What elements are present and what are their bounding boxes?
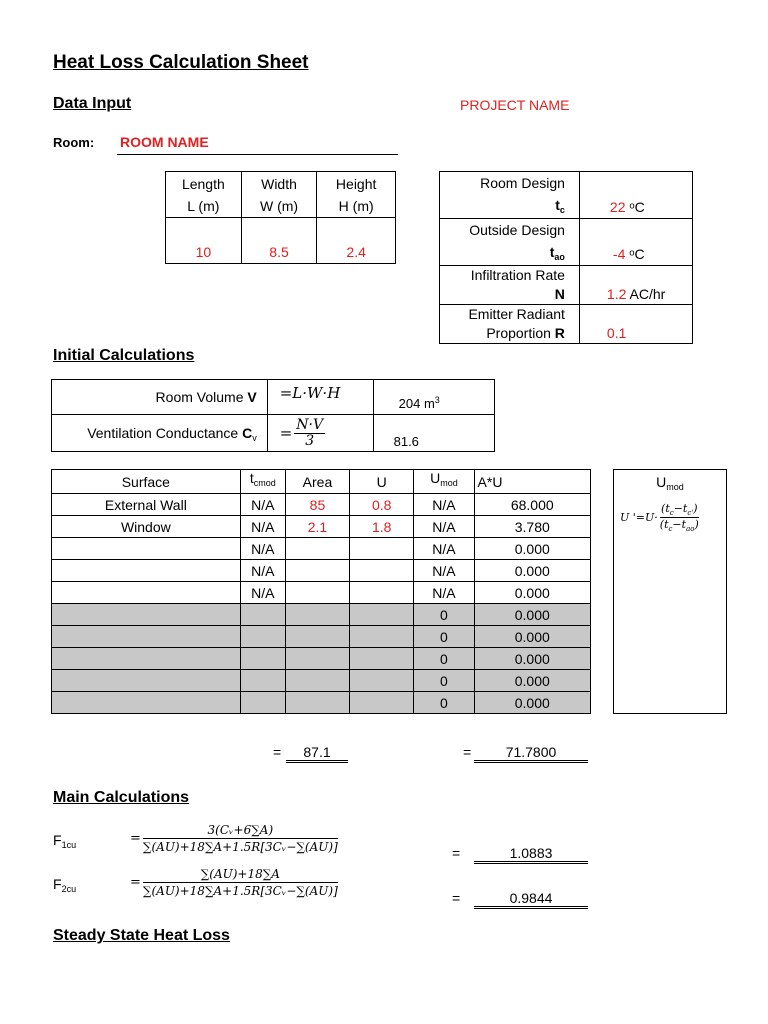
umod-cell: N/A (414, 560, 474, 582)
project-name[interactable]: PROJECT NAME (460, 97, 570, 113)
vent-conductance-label: Ventilation Conductance $C_v$ (52, 415, 268, 452)
au-cell: 0.000 (474, 670, 590, 692)
u-cell[interactable] (350, 582, 414, 604)
au-cell: 0.000 (474, 692, 590, 714)
umod-cell: 0 (414, 604, 474, 626)
surface-cell[interactable] (52, 648, 241, 670)
tcmod-cell: N/A (240, 538, 285, 560)
surface-cell[interactable] (52, 604, 241, 626)
tcmod-cell (240, 648, 285, 670)
sum-au-equals: = (463, 744, 472, 760)
surfaces-table (51, 469, 591, 714)
data-input-heading: Data Input (53, 95, 132, 112)
volume-value-cell: 204 $m^3$ (373, 380, 494, 415)
area-cell[interactable] (285, 582, 349, 604)
tcmod-cell: N/A (240, 582, 285, 604)
outside-design-value[interactable]: -4 (612, 246, 626, 262)
vent-formula: = $\frac{N\cdot V}{3}$ (267, 415, 373, 452)
room-design-cell (579, 172, 692, 219)
steady-state-heading: Steady State Heat Loss (53, 927, 230, 944)
f1cu-formula: = $\frac{\text{3(Cᵥ+6∑A)}}{\text{∑(AU)+18∑A+1.5R[3Cᵥ−∑(AU)]}}$ (130, 823, 338, 854)
table-row (52, 648, 591, 670)
area-cell[interactable]: 2.1 (285, 516, 349, 538)
au-cell: 0.000 (474, 538, 590, 560)
page-title: Heat Loss Calculation Sheet (53, 52, 309, 73)
outside-design-cell (579, 219, 692, 266)
u-cell[interactable] (350, 670, 414, 692)
table-row (52, 692, 591, 714)
au-cell: 0.000 (474, 604, 590, 626)
emitter-value[interactable]: 0.1 (606, 325, 627, 341)
u-cell[interactable] (350, 560, 414, 582)
umod-cell: N/A (414, 582, 474, 604)
surface-cell[interactable] (52, 582, 241, 604)
umod-header: $U_{mod}$ (414, 470, 474, 494)
surface-cell[interactable]: Window (52, 516, 241, 538)
tcmod-cell: N/A (240, 516, 285, 538)
width-value[interactable]: 8.5 (241, 218, 317, 264)
sum-area-value: 87.1 (286, 744, 348, 763)
au-cell: 0.000 (474, 582, 590, 604)
f2cu-label: $F_{2cu}$ (53, 876, 77, 894)
u-header: U (350, 470, 414, 494)
area-cell[interactable] (285, 604, 349, 626)
design-table (439, 171, 693, 344)
area-cell[interactable] (285, 538, 349, 560)
table-row (52, 494, 591, 516)
surface-cell[interactable] (52, 692, 241, 714)
f1cu-equals: = (452, 845, 461, 861)
width-header: Width W (m) (241, 172, 317, 218)
area-cell[interactable] (285, 626, 349, 648)
f1cu-label: $F_{1cu}$ (53, 832, 77, 850)
table-row (52, 670, 591, 692)
u-cell[interactable] (350, 692, 414, 714)
emitter-label: Emitter Radiant Proportion R (440, 305, 580, 344)
surface-cell[interactable]: External Wall (52, 494, 241, 516)
u-cell[interactable] (350, 538, 414, 560)
height-header: Height H (m) (317, 172, 396, 218)
main-calc-heading: Main Calculations (53, 789, 190, 806)
length-value[interactable]: 10 (166, 218, 242, 264)
area-header: Area (285, 470, 349, 494)
area-cell[interactable]: 85 (285, 494, 349, 516)
room-name-field[interactable]: ROOM NAME (117, 134, 398, 155)
umod-formula: U '=U· $(t_c-t_{c'})$ $(t_c-t_{ao})$ (620, 502, 699, 533)
tcmod-header: $t_{cmod}$ (240, 470, 285, 494)
tcmod-cell (240, 604, 285, 626)
area-cell[interactable] (285, 692, 349, 714)
outside-design-label: Outside Design $t_{ao}$ (440, 219, 580, 266)
length-header: Length L (m) (166, 172, 242, 218)
au-cell: 0.000 (474, 648, 590, 670)
umod-cell: N/A (414, 538, 474, 560)
f2cu-equals: = (452, 890, 461, 906)
sum-area-equals: = (273, 744, 282, 760)
umod-cell: N/A (414, 494, 474, 516)
u-cell[interactable] (350, 604, 414, 626)
au-cell: 68.000 (474, 494, 590, 516)
table-row (52, 516, 591, 538)
surface-cell[interactable] (52, 560, 241, 582)
volume-formula: =L·W·H (267, 380, 373, 415)
room-label: Room: (53, 135, 95, 150)
umod-cell: 0 (414, 626, 474, 648)
infiltration-value[interactable]: 1.2 (606, 286, 627, 302)
au-cell: 3.780 (474, 516, 590, 538)
tcmod-cell: N/A (240, 494, 285, 516)
infiltration-unit: AC/hr (629, 286, 666, 302)
room-design-value[interactable]: 22 (609, 199, 626, 215)
area-cell[interactable] (285, 560, 349, 582)
f2cu-formula: = $\frac{\sum(AU)+18\sum A}{\text{∑(AU)+18∑A+1.5R[3Cᵥ−∑(AU)]}}$ (130, 867, 338, 898)
outside-design-unit: ᵒC (629, 246, 645, 262)
table-row (52, 560, 591, 582)
tcmod-cell: N/A (240, 560, 285, 582)
area-cell[interactable] (285, 670, 349, 692)
table-row (52, 582, 591, 604)
height-value[interactable]: 2.4 (317, 218, 396, 264)
tcmod-cell (240, 670, 285, 692)
au-cell: 0.000 (474, 560, 590, 582)
au-header: A*U (474, 470, 590, 494)
umod-cell: N/A (414, 516, 474, 538)
room-design-label: Room Design $t_c$ (440, 172, 580, 219)
table-row (52, 538, 591, 560)
surface-header: Surface (52, 470, 241, 494)
u-cell[interactable] (350, 626, 414, 648)
umod-cell: 0 (414, 670, 474, 692)
infiltration-cell (579, 266, 692, 305)
surface-cell[interactable] (52, 626, 241, 648)
surface-cell[interactable] (52, 538, 241, 560)
table-row (52, 626, 591, 648)
vent-value: 81.6 (373, 415, 494, 452)
u-cell[interactable]: 1.8 (350, 516, 414, 538)
area-cell[interactable] (285, 648, 349, 670)
dimensions-table (165, 171, 396, 264)
u-cell[interactable]: 0.8 (350, 494, 414, 516)
f1cu-value: 1.0883 (474, 845, 588, 864)
f2cu-value: 0.9844 (474, 890, 588, 909)
umod-cell: 0 (414, 648, 474, 670)
room-design-unit: ᵒC (629, 199, 645, 215)
u-cell[interactable] (350, 648, 414, 670)
initial-calc-heading: Initial Calculations (53, 347, 195, 364)
umod-formula-box (613, 469, 727, 714)
tcmod-cell (240, 626, 285, 648)
volume-value: 204 (398, 396, 421, 411)
surface-cell[interactable] (52, 670, 241, 692)
umod-box-title: $U_{mod}$ (656, 474, 684, 492)
au-cell: 0.000 (474, 626, 590, 648)
emitter-cell (579, 305, 692, 344)
umod-cell: 0 (414, 692, 474, 714)
infiltration-label: Infiltration Rate N (440, 266, 580, 305)
tcmod-cell (240, 692, 285, 714)
room-volume-label: Room Volume V (52, 380, 268, 415)
table-row (52, 604, 591, 626)
initial-calc-table (51, 379, 495, 452)
sum-au-value: 71.7800 (474, 744, 588, 763)
